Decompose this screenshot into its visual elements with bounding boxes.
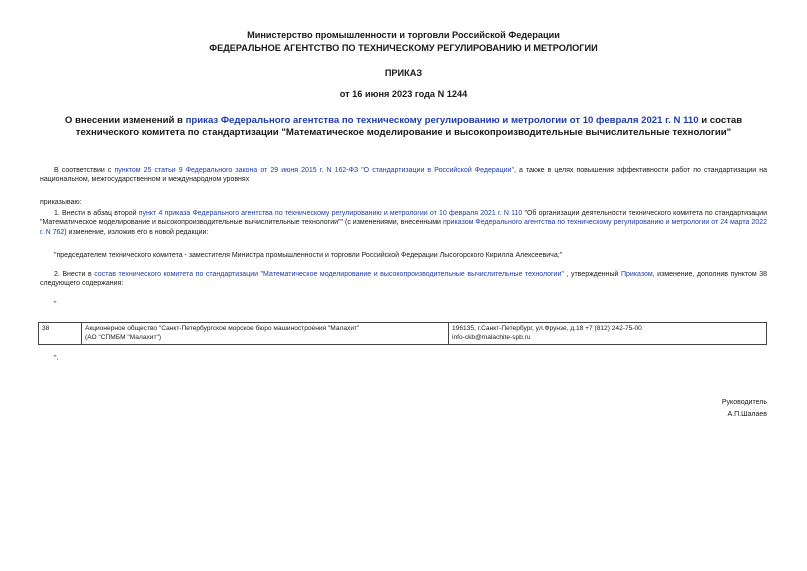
org-full-name: Акционерное общество "Санкт-Петербургское морское бюро машиностроения "Малахит" <box>85 325 360 332</box>
title-link-order-110[interactable]: приказ Федерального агентства по техническому регулированию и метрологии от 10 февраля 2021 г. N 110 <box>185 115 699 126</box>
cell-organization <box>82 323 449 345</box>
prikazyvayu-text: приказываю: <box>40 199 82 206</box>
paragraph-item-1 <box>40 209 767 237</box>
close-quote: ". <box>54 355 59 362</box>
link-prikaz[interactable]: Приказом <box>620 271 653 278</box>
title-text-2: и состав технического комитета по стандартизации "Математическое моделирование и высокопроизводительные вычислительные технологии" <box>75 115 743 138</box>
title-text-1: О внесении изменений в <box>64 115 186 126</box>
org-email: info-ckb@malachite-spb.ru <box>452 334 531 341</box>
committee-member-table <box>38 322 767 345</box>
date-number: от 16 июня 2023 года N 1244 <box>339 89 468 99</box>
item2-text-3: , изменение, дополнив пунктом 38 следующего содержания: <box>40 271 767 288</box>
open-quote: " <box>54 301 57 308</box>
ministry-name: Министерство промышленности и торговли Российской Федерации <box>247 30 560 40</box>
document-title <box>40 115 767 139</box>
org-short-name: (АО "СПМБМ "Малахит") <box>85 334 162 341</box>
signature-role: Руководитель <box>721 399 767 406</box>
doc-type: ПРИКАЗ <box>384 68 423 78</box>
item1-text-2: "Об организации деятельности технического комитета по стандартизации "Математическое моделирование и высокопроизводительные вычислительные технологии"" (с изменениями, внесенными <box>40 210 767 227</box>
item1-text-1: 1. Внести в абзац второй <box>54 210 139 217</box>
item1-text-3: ) изменение, изложив его в новой редакции: <box>64 228 209 236</box>
cell-contacts <box>449 323 767 345</box>
cell-number: 38 <box>39 323 82 345</box>
item2-text-1: 2. Внести в <box>54 271 95 278</box>
agency-name: ФЕДЕРАЛЬНОЕ АГЕНТСТВО ПО ТЕХНИЧЕСКОМУ РЕГУЛИРОВАНИЮ И МЕТРОЛОГИИ <box>209 43 598 53</box>
link-committee-composition[interactable]: состав технического комитета по стандартизации "Математическое моделирование и высокопроизводительные вычислительные технологии" <box>94 271 564 278</box>
basis-text-1: В соответствии с <box>54 167 115 174</box>
paragraph-basis <box>40 166 767 185</box>
link-federal-law-162[interactable]: пунктом 25 статьи 9 Федерального закона от 29 июня 2015 г. N 162-ФЗ "О стандартизации в Российской Федерации" <box>114 167 514 174</box>
link-order-762[interactable]: приказом Федерального агентства по техническому регулированию и метрологии от 24 марта 2022 г. N 762 <box>40 219 767 236</box>
link-order-110-point-4[interactable]: пункт 4 приказа Федерального агентства по техническому регулированию и метрологии от 10 февраля 2021 г. N 110 <box>138 210 523 217</box>
org-address-phone: 196135, г.Санкт-Петербург, ул.Фрунзе, д.18 +7 (812) 242-75-00 <box>452 325 642 332</box>
signature-name: А.П.Шалаев <box>727 411 767 418</box>
paragraph-item-2 <box>40 270 767 289</box>
new-wording-quote: "председателем технического комитета - заместителя Министра промышленности и торговли Российской Федерации Лысогорского Кирилла Алексеевича;" <box>54 252 563 259</box>
table-row <box>39 323 767 345</box>
basis-text-2: , а также в целях повышения эффективности работ по стандартизации на национальном, межгосударственном и международном уровнях <box>40 167 767 184</box>
item2-text-2: , утвержденный <box>563 271 621 278</box>
